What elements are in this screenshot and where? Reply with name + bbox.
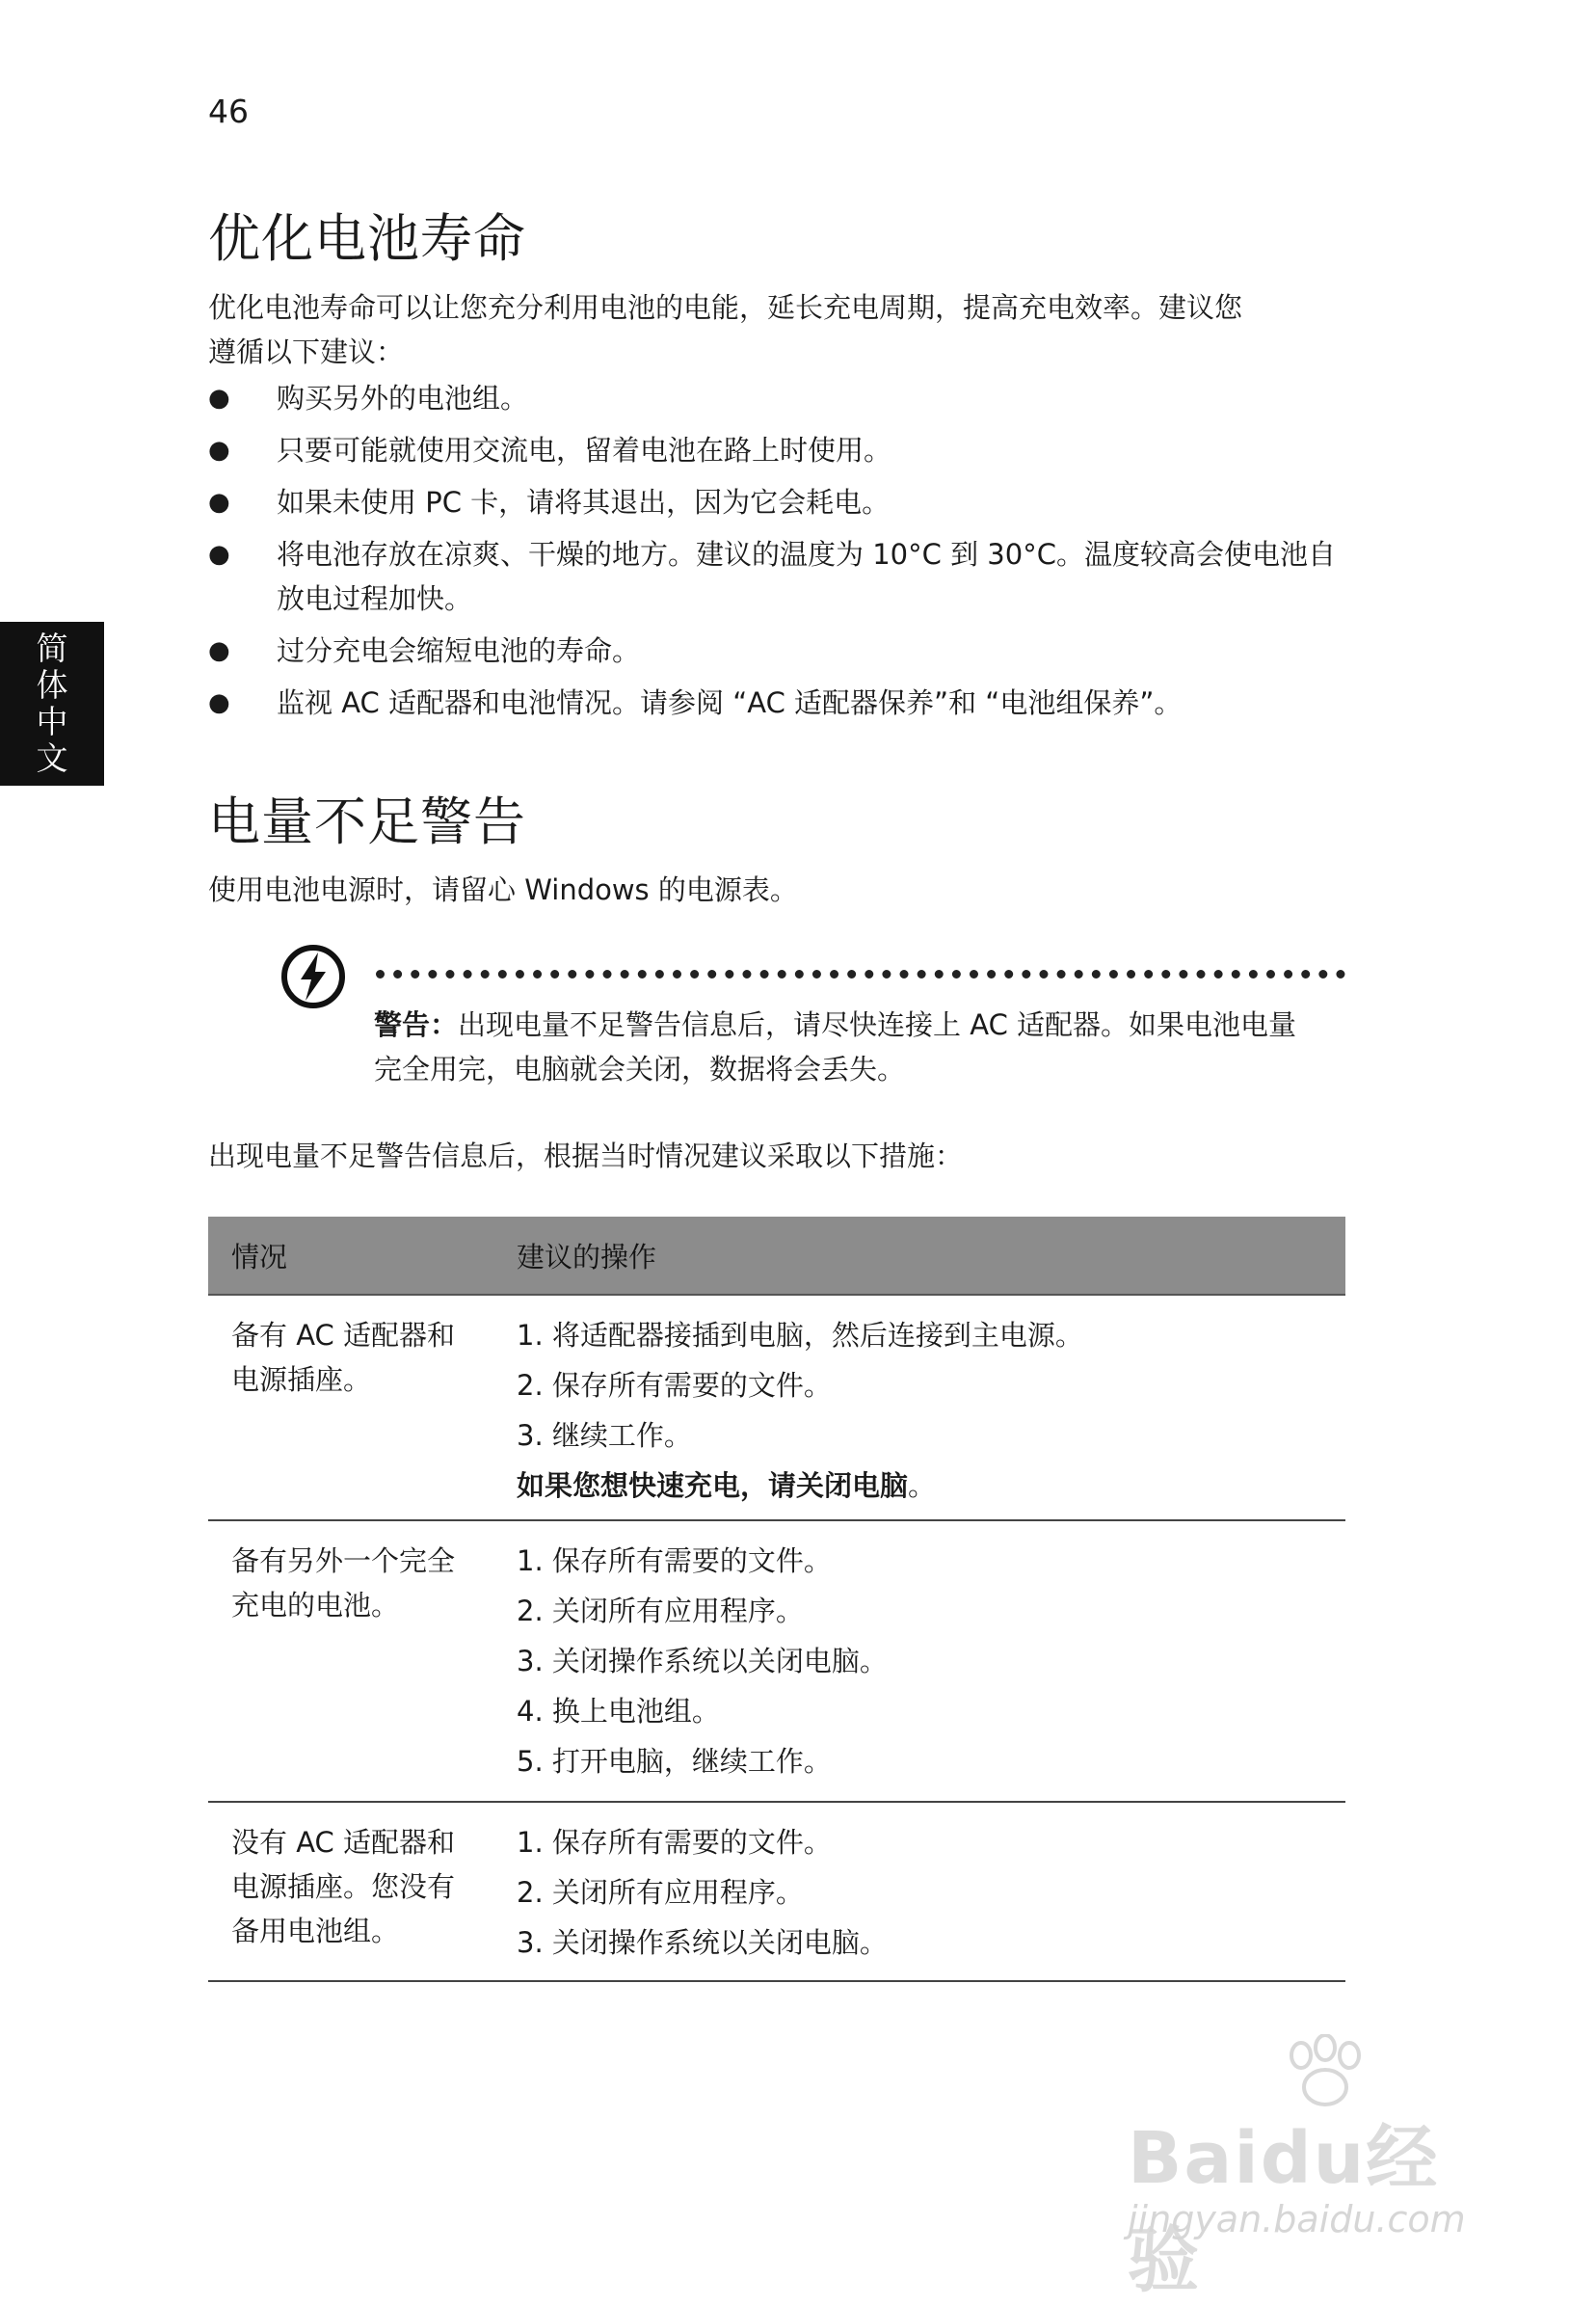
after-warning-text: 出现电量不足警告信息后，根据当时情况建议采取以下措施：: [208, 1140, 964, 1172]
action-step: 2. 关闭所有应用程序。: [517, 1876, 804, 1909]
action-step: 1. 将适配器接插到电脑，然后连接到主电源。: [517, 1319, 1083, 1352]
warning-note: [374, 1003, 1299, 1091]
section2-intro: 使用电池电源时，请留心 Windows 的电源表。: [208, 873, 798, 906]
action-step: 1. 保存所有需要的文件。: [517, 1826, 832, 1859]
section1-intro: [208, 285, 1345, 374]
bullet-icon: ●: [208, 636, 230, 665]
side-tab-char: 中: [36, 703, 68, 740]
list-item: ● 如果未使用 PC 卡，请将其退出，因为它会耗电。: [208, 480, 1345, 524]
side-tab-char: 文: [36, 739, 68, 777]
list-item: ● 只要可能就使用交流电，留着电池在路上时使用。: [208, 428, 1345, 472]
battery-tips-list: [208, 376, 1345, 733]
bullet-icon: ●: [208, 384, 230, 413]
page-number: 46: [208, 93, 249, 130]
table-row: [208, 1521, 1345, 1803]
baidu-watermark: [1128, 2034, 1494, 2302]
situation-cell: 备有 AC 适配器和电源插座。: [231, 1319, 456, 1396]
warning-divider: [376, 970, 1345, 979]
column-header-situation: 情况: [231, 1240, 288, 1274]
warning-lightning-icon: [279, 943, 347, 1010]
section1-intro-line1: 优化电池寿命可以让您充分利用电池的电能，延长充电周期，提高充电效率。建议您: [208, 291, 1243, 324]
section-title-low-battery-warning: 电量不足警告: [208, 791, 526, 852]
bullet-icon: ●: [208, 488, 230, 517]
situation-cell: 没有 AC 适配器和电源插座。您没有备用电池组。: [231, 1826, 456, 1947]
actions-cell: [517, 1521, 1345, 1801]
watermark-brand: Baidu经验: [1128, 2117, 1440, 2302]
bullet-icon: ●: [208, 688, 230, 717]
action-step: 4. 换上电池组。: [517, 1695, 720, 1728]
action-table: [208, 1217, 1345, 1982]
table-row: [208, 1296, 1345, 1521]
situation-cell: 备有另外一个完全充电的电池。: [231, 1544, 456, 1622]
list-item: ● 购买另外的电池组。: [208, 376, 1345, 420]
action-step: 2. 关闭所有应用程序。: [517, 1595, 804, 1627]
watermark-url: jingyan.baidu.com: [1128, 2198, 1466, 2240]
bullet-icon: ●: [208, 436, 230, 465]
action-step: 1. 保存所有需要的文件。: [517, 1544, 832, 1577]
actions-cell: [517, 1296, 1345, 1519]
action-step: 5. 打开电脑，继续工作。: [517, 1745, 832, 1778]
table-header: [208, 1217, 1345, 1296]
list-item: ● 将电池存放在凉爽、干燥的地方。建议的温度为 10°C 到 30°C。温度较高会使电池自放电过程加快。: [208, 532, 1345, 621]
column-header-action: 建议的操作: [517, 1240, 657, 1274]
side-tab-char: 简: [36, 630, 68, 667]
warning-text: 出现电量不足警告信息后，请尽快连接上 AC 适配器。如果电池电量完全用完，电脑就会关闭，数据将会丢失。: [374, 1008, 1297, 1086]
section1-intro-line2: 遵循以下建议：: [208, 335, 405, 368]
action-step: 3. 关闭操作系统以关闭电脑。: [517, 1926, 888, 1959]
list-item: ● 过分充电会缩短电池的寿命。: [208, 629, 1345, 673]
paw-logo-icon: [1272, 2034, 1378, 2111]
action-step: 3. 关闭操作系统以关闭电脑。: [517, 1645, 888, 1677]
language-side-tab: [0, 622, 104, 786]
list-item: ● 监视 AC 适配器和电池情况。请参阅 “AC 适配器保养”和 “电池组保养”。: [208, 681, 1345, 725]
table-row: [208, 1803, 1345, 1982]
action-step: 2. 保存所有需要的文件。: [517, 1369, 832, 1402]
bullet-icon: ●: [208, 540, 230, 569]
action-note: 如果您想快速充电，请关闭电脑。: [517, 1469, 937, 1502]
side-tab-char: 体: [36, 666, 68, 704]
actions-cell: [517, 1803, 1345, 1980]
action-step: 3. 继续工作。: [517, 1419, 692, 1452]
section-title-battery-life: 优化电池寿命: [208, 208, 526, 269]
warning-label: 警告：: [374, 1008, 459, 1041]
